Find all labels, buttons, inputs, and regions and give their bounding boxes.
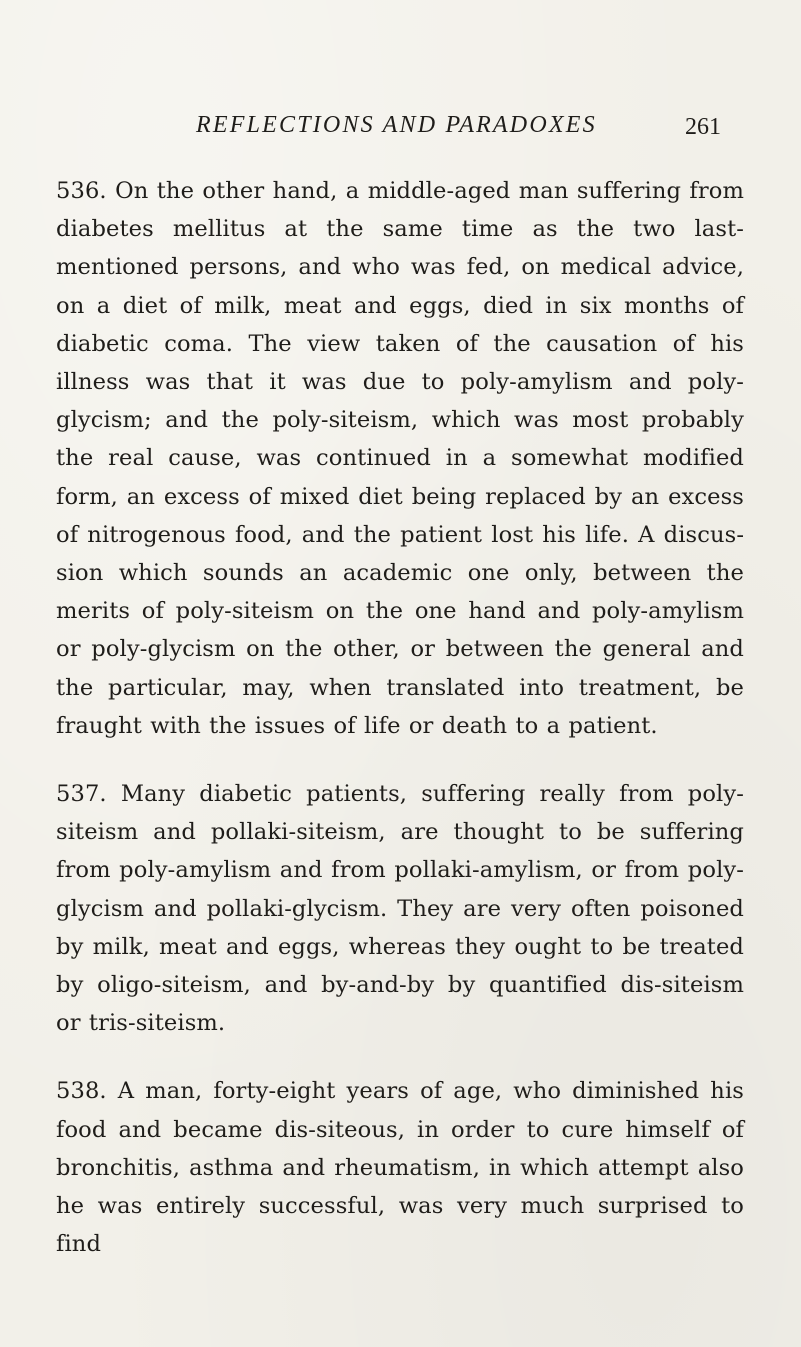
running-head — [196, 112, 721, 148]
paragraph-538 — [56, 1072, 744, 1263]
body-text — [56, 172, 744, 1293]
paragraph-536 — [56, 172, 744, 745]
paragraph-text: On the other hand, a middle-aged man suffering from diabetes mellitus at the same time as the two last-mentioned persons, and who was fed, on medical advice, on a diet of milk, meat and eggs, died in six months of diabetic coma. The view taken of the causation of his illness was that it was due to poly-amylism and poly-glycism; and the poly-siteism, which was most probably the real cause, was continued in a somewhat modified form, an excess of mixed diet being replaced by an excess of nitrogenous food, and the patient lost his life. A discussion which sounds an academic one only, between the merits of poly-siteism on the one hand and poly-amylism or poly-glycism on the other, or between the general and the particular, may, when translated into treatment, be fraught with the issues of life or death to a patient. — [56, 178, 744, 739]
paragraph-text: Many diabetic patients, suffering really from poly-siteism and pollaki-siteism, are thought to be suffering from poly-amylism and from pollaki-amylism, or from poly-glycism and pollaki-glycism. They are very often poisoned by milk, meat and eggs, whereas they ought to be treated by oligo-siteism, and by-and-by by quantified dis-siteism or tris-siteism. — [56, 781, 744, 1037]
paragraph-number: 536. — [56, 178, 107, 204]
paragraph-text: A man, forty-eight years of age, who diminished his food and became dis-siteous, in order to cure himself of bronchitis, asthma and rheumatism, in which attempt also he was entirely successful, was very much surprised to find — [56, 1078, 744, 1258]
paragraph-number: 538. — [56, 1078, 107, 1105]
page-number: 261 — [685, 114, 721, 140]
running-title: REFLECTIONS AND PARADOXES — [196, 112, 597, 138]
paragraph-number: 537. — [56, 781, 107, 808]
paragraph-537 — [56, 775, 744, 1042]
